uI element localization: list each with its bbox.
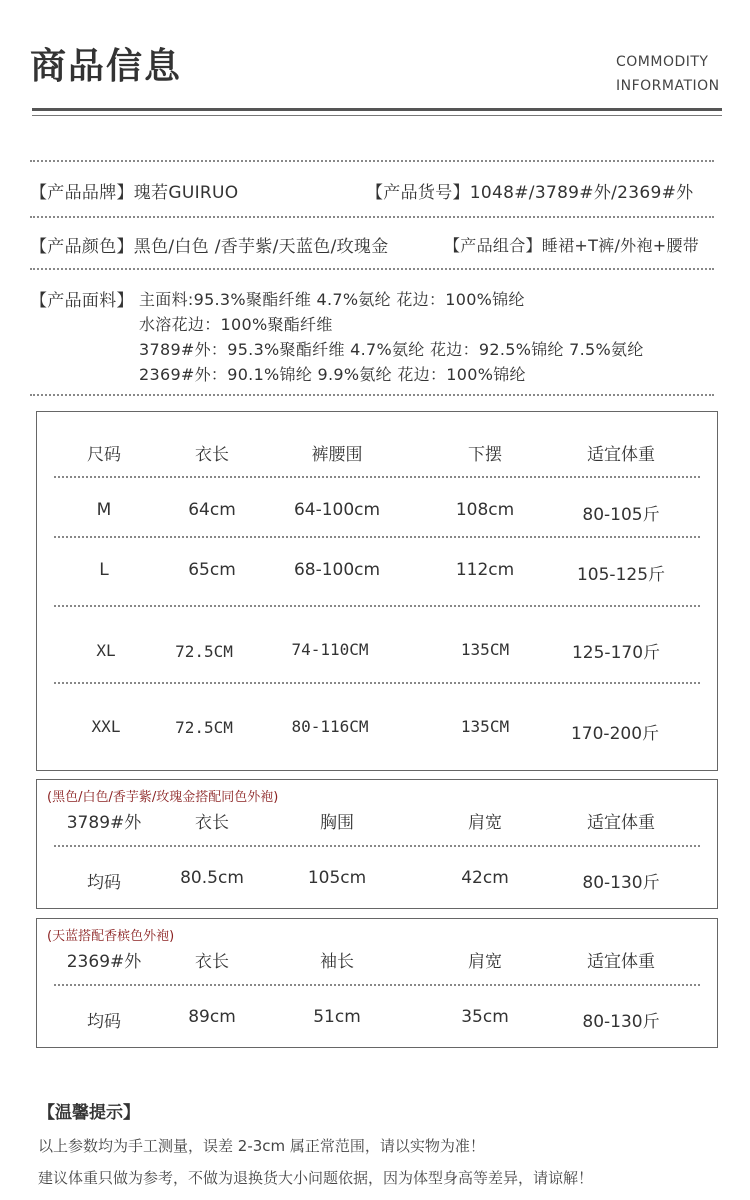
divider [54, 536, 700, 538]
divider [54, 845, 700, 847]
table-note: (黑色/白色/香芋紫/玫瑰金搭配同色外袍) [47, 790, 279, 805]
divider [30, 160, 714, 162]
combo-text: 【产品组合】睡裙+T裤/外袍+腰带 [444, 236, 700, 255]
table-cell: 170-200斤 [570, 724, 660, 744]
table-cell: 105cm [307, 868, 367, 888]
table-cell: 42cm [461, 868, 509, 888]
page-subtitle [616, 50, 720, 98]
header-cell: 2369#外 [66, 952, 142, 972]
table-cell: XXL [91, 717, 121, 736]
header-cell: 尺码 [87, 445, 121, 465]
fabric-line: 主面料:95.3%聚酯纤维 4.7%氨纶 花边：100%锦纶 [139, 290, 525, 309]
table-cell: 35cm [461, 1007, 509, 1027]
subtitle-line-1: COMMODITY [616, 54, 709, 70]
header-cell: 肩宽 [468, 813, 502, 833]
table-cell: 均码 [87, 1012, 121, 1032]
table-cell: 均码 [87, 873, 121, 893]
divider [54, 476, 700, 478]
table-cell: 135CM [460, 640, 510, 659]
table-2369 [36, 918, 718, 1048]
table-cell: 80.5cm [180, 868, 244, 888]
table-cell: 65cm [188, 560, 236, 580]
table-cell: L [99, 560, 109, 580]
table-cell: 51cm [313, 1007, 361, 1027]
header-cell: 裤腰围 [311, 445, 363, 465]
tip-line: 建议体重只做为参考，不做为退换货大小问题依据，因为体型身高等差异，请谅解！ [38, 1169, 594, 1187]
subtitle-line-2: INFORMATION [616, 78, 720, 94]
divider [30, 394, 714, 396]
fabric-line: 水溶花边：100%聚酯纤维 [139, 315, 333, 334]
table-cell: 80-130斤 [582, 873, 660, 893]
table-cell: 105-125斤 [576, 565, 666, 585]
table-cell: 68-100cm [293, 560, 381, 580]
header-cell: 适宜体重 [587, 445, 655, 465]
divider [30, 216, 714, 218]
fabric-line: 3789#外：95.3%聚酯纤维 4.7%氨纶 花边：92.5%锦纶 7.5%氨纶 [139, 340, 644, 359]
table-cell: 80-105斤 [582, 505, 660, 525]
brand-text: 【产品品牌】瑰若GUIRUO [30, 183, 239, 203]
table-cell: 80-116CM [291, 717, 369, 736]
table-cell: 72.5CM [175, 718, 233, 737]
header-cell: 适宜体重 [587, 813, 655, 833]
divider [54, 605, 700, 607]
table-cell: 125-170斤 [571, 643, 661, 663]
table-cell: XL [96, 641, 116, 660]
header-rule-thick [32, 108, 722, 111]
tip-line: 以上参数均为手工测量，误差 2-3cm 属正常范围，请以实物为准！ [38, 1137, 485, 1155]
header-cell: 衣长 [195, 445, 229, 465]
item-number-text: 【产品货号】1048#/3789#外/2369#外 [366, 183, 694, 203]
table-cell: 112cm [455, 560, 515, 580]
tips-title: 【温馨提示】 [38, 1103, 140, 1123]
header-cell: 胸围 [320, 813, 354, 833]
table-note: (天蓝搭配香槟色外袍) [47, 929, 175, 944]
header-cell: 适宜体重 [587, 952, 655, 972]
header-cell: 肩宽 [468, 952, 502, 972]
colors-text: 【产品颜色】黑色/白色 /香芋紫/天蓝色/玫瑰金 [30, 237, 389, 257]
header-cell: 衣长 [195, 813, 229, 833]
table-cell: 108cm [455, 500, 515, 520]
header-cell: 3789#外 [66, 813, 142, 833]
size-table [36, 411, 718, 771]
table-cell: 64cm [188, 500, 236, 520]
page-title: 商品信息 [30, 46, 183, 87]
table-cell: 64-100cm [293, 500, 381, 520]
divider [54, 984, 700, 986]
divider [54, 682, 700, 684]
table-cell: 80-130斤 [582, 1012, 660, 1032]
table-cell: M [96, 500, 112, 520]
header-cell: 袖长 [320, 952, 354, 972]
divider [30, 268, 714, 270]
header-rule-thin [32, 115, 722, 116]
header-cell: 下摆 [468, 445, 502, 465]
fabric-line: 2369#外：90.1%锦纶 9.9%氨纶 花边：100%锦纶 [139, 365, 526, 384]
fabric-label: 【产品面料】 [30, 291, 134, 311]
table-cell: 89cm [188, 1007, 236, 1027]
table-cell: 74-110CM [291, 640, 369, 659]
header-cell: 衣长 [195, 952, 229, 972]
table-cell: 135CM [460, 717, 510, 736]
table-cell: 72.5CM [175, 642, 233, 661]
table-3789 [36, 779, 718, 909]
